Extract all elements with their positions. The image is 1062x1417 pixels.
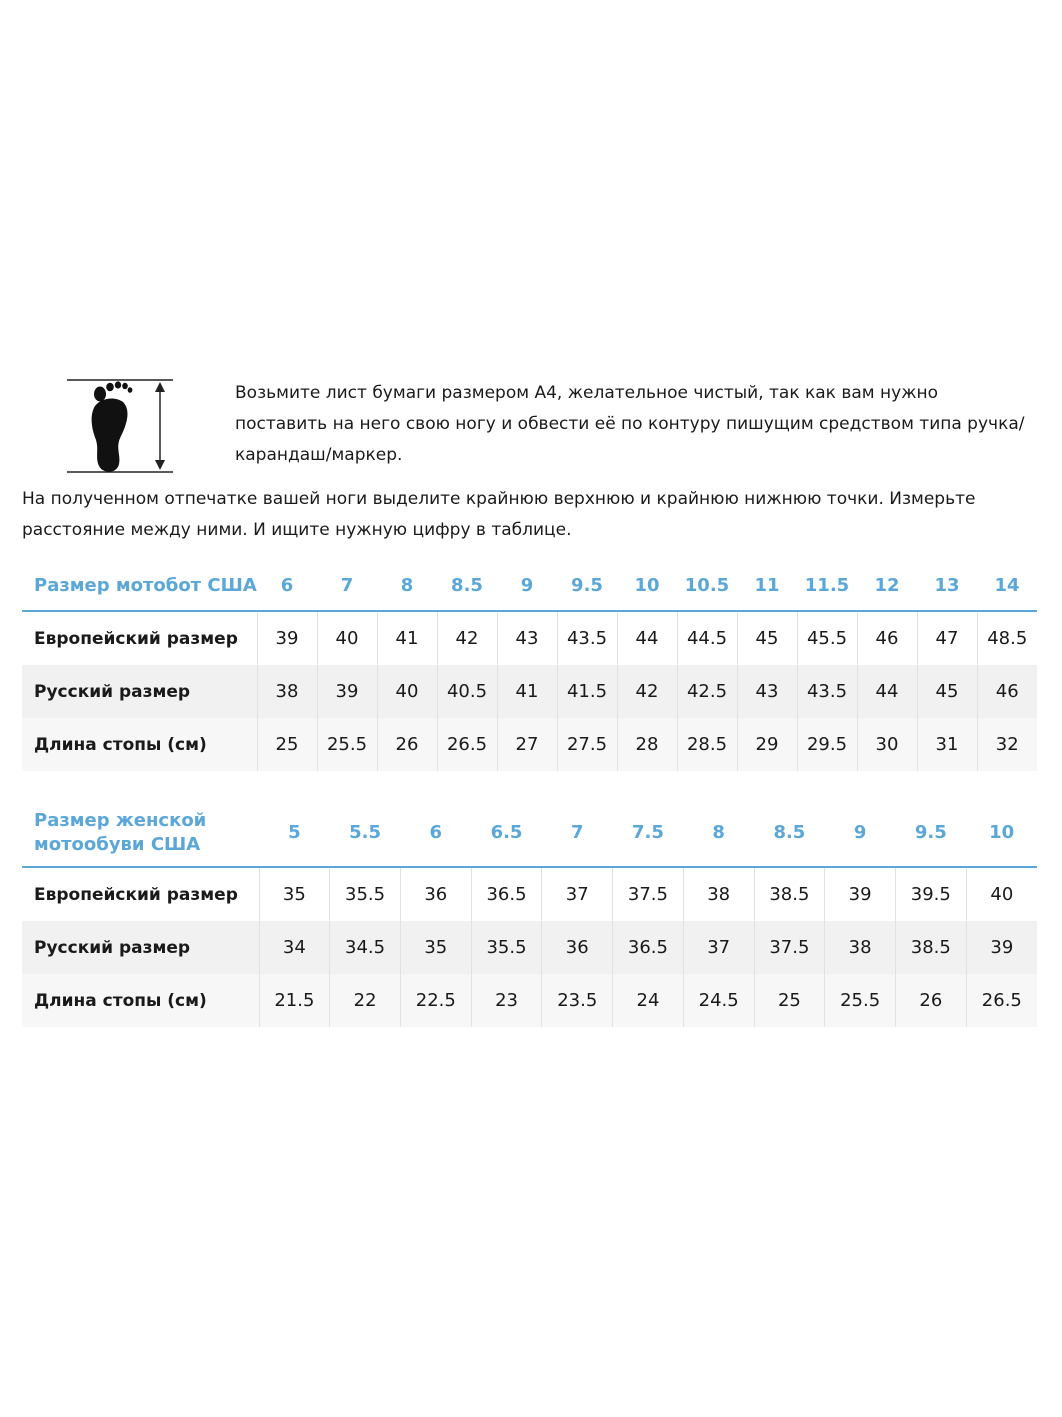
table-row — [22, 867, 1037, 921]
table-cell: 38.5 — [895, 921, 966, 974]
table-cell: 34 — [259, 921, 330, 974]
table-cell: 37.5 — [613, 867, 684, 921]
table-header-label: Размер женской мотообуви США — [22, 800, 259, 867]
table-cell: 40 — [966, 867, 1037, 921]
us-size-cell: 5 — [259, 800, 330, 867]
us-size-cell: 8 — [377, 560, 437, 611]
table-cell: 38 — [257, 665, 317, 718]
us-size-cell: 7 — [317, 560, 377, 611]
table-cell: 36 — [542, 921, 613, 974]
table-cell: 38 — [825, 921, 896, 974]
us-size-cell: 11.5 — [797, 560, 857, 611]
table-cell: 35.5 — [471, 921, 542, 974]
table-cell: 37.5 — [754, 921, 825, 974]
table-header-row — [22, 800, 1037, 867]
instructions-top — [22, 370, 1042, 480]
table-cell: 43 — [497, 611, 557, 665]
table-cell: 39 — [966, 921, 1037, 974]
table-cell: 26 — [895, 974, 966, 1027]
table-cell: 35 — [259, 867, 330, 921]
row-label: Длина стопы (см) — [22, 974, 259, 1027]
table-cell: 46 — [857, 611, 917, 665]
table-cell: 44 — [857, 665, 917, 718]
table-cell: 29 — [737, 718, 797, 771]
table-cell: 42 — [437, 611, 497, 665]
table-cell: 31 — [917, 718, 977, 771]
instructions — [22, 370, 1042, 546]
table-cell: 39 — [317, 665, 377, 718]
table-cell: 22.5 — [400, 974, 471, 1027]
table-cell: 27 — [497, 718, 557, 771]
table-cell: 42.5 — [677, 665, 737, 718]
table-row — [22, 921, 1037, 974]
table-cell: 46 — [977, 665, 1037, 718]
table-cell: 45 — [737, 611, 797, 665]
table-cell: 43.5 — [557, 611, 617, 665]
row-label: Европейский размер — [22, 611, 257, 665]
us-size-cell: 8.5 — [437, 560, 497, 611]
us-size-cell: 8.5 — [754, 800, 825, 867]
us-size-cell: 8 — [683, 800, 754, 867]
table-cell: 23.5 — [542, 974, 613, 1027]
table-cell: 47 — [917, 611, 977, 665]
table-cell: 48.5 — [977, 611, 1037, 665]
row-label: Европейский размер — [22, 867, 259, 921]
table-cell: 36.5 — [613, 921, 684, 974]
table-cell: 41 — [377, 611, 437, 665]
instruction-paragraph-2: На полученном отпечатке вашей ноги выделите крайнюю верхнюю и крайнюю нижнюю точки. Измерьте расстояние между ними. И ищите нужную цифру в таблице. — [22, 489, 976, 540]
table-cell: 37 — [542, 867, 613, 921]
table-cell: 35.5 — [330, 867, 401, 921]
table-cell: 25 — [754, 974, 825, 1027]
table-row — [22, 974, 1037, 1027]
table-cell: 45 — [917, 665, 977, 718]
table-row — [22, 611, 1037, 665]
us-size-cell: 6.5 — [471, 800, 542, 867]
table-cell: 38.5 — [754, 867, 825, 921]
table-cell: 26.5 — [966, 974, 1037, 1027]
table-cell: 34.5 — [330, 921, 401, 974]
us-size-cell: 6 — [257, 560, 317, 611]
us-size-cell: 7.5 — [613, 800, 684, 867]
table-cell: 35 — [400, 921, 471, 974]
table-cell: 40.5 — [437, 665, 497, 718]
table-cell: 29.5 — [797, 718, 857, 771]
table-cell: 44.5 — [677, 611, 737, 665]
table-cell: 41.5 — [557, 665, 617, 718]
us-size-cell: 11 — [737, 560, 797, 611]
womens-size-table — [22, 800, 1037, 1027]
table-cell: 28.5 — [677, 718, 737, 771]
table-cell: 40 — [377, 665, 437, 718]
table-header-label: Размер мотобот США — [22, 560, 257, 611]
table-cell: 39 — [257, 611, 317, 665]
table-cell: 25.5 — [825, 974, 896, 1027]
us-size-cell: 9.5 — [895, 800, 966, 867]
table-cell: 36.5 — [471, 867, 542, 921]
instruction-paragraph-1: Возьмите лист бумаги размером А4, желательное чистый, так как вам нужно поставить на него свою ногу и обвести её по контуру пишущим средством типа ручка/карандаш/маркер. — [235, 383, 1025, 465]
table-cell: 30 — [857, 718, 917, 771]
table-cell: 39.5 — [895, 867, 966, 921]
us-size-cell: 14 — [977, 560, 1037, 611]
table-cell: 27.5 — [557, 718, 617, 771]
table-cell: 38 — [683, 867, 754, 921]
table-row — [22, 665, 1037, 718]
table-cell: 21.5 — [259, 974, 330, 1027]
row-label: Русский размер — [22, 921, 259, 974]
us-size-cell: 5.5 — [330, 800, 401, 867]
table-cell: 26 — [377, 718, 437, 771]
us-size-cell: 10 — [617, 560, 677, 611]
table-cell: 26.5 — [437, 718, 497, 771]
us-size-cell: 12 — [857, 560, 917, 611]
table-cell: 24 — [613, 974, 684, 1027]
table-cell: 43 — [737, 665, 797, 718]
table-cell: 23 — [471, 974, 542, 1027]
table-cell: 40 — [317, 611, 377, 665]
table-row — [22, 718, 1037, 771]
row-label: Длина стопы (см) — [22, 718, 257, 771]
table-cell: 44 — [617, 611, 677, 665]
us-size-cell: 9 — [497, 560, 557, 611]
row-label: Русский размер — [22, 665, 257, 718]
mens-size-table — [22, 560, 1037, 771]
table-cell: 24.5 — [683, 974, 754, 1027]
table-cell: 45.5 — [797, 611, 857, 665]
table-cell: 32 — [977, 718, 1037, 771]
table-cell: 43.5 — [797, 665, 857, 718]
table-cell: 39 — [825, 867, 896, 921]
table-cell: 28 — [617, 718, 677, 771]
us-size-cell: 9 — [825, 800, 896, 867]
us-size-cell: 10.5 — [677, 560, 737, 611]
table-cell: 41 — [497, 665, 557, 718]
us-size-cell: 9.5 — [557, 560, 617, 611]
table-cell: 25 — [257, 718, 317, 771]
table-cell: 42 — [617, 665, 677, 718]
us-size-cell: 13 — [917, 560, 977, 611]
us-size-cell: 6 — [400, 800, 471, 867]
table-cell: 37 — [683, 921, 754, 974]
table-cell: 22 — [330, 974, 401, 1027]
table-header-row — [22, 560, 1037, 611]
us-size-cell: 7 — [542, 800, 613, 867]
table-cell: 25.5 — [317, 718, 377, 771]
us-size-cell: 10 — [966, 800, 1037, 867]
table-cell: 36 — [400, 867, 471, 921]
footprint-with-measure-icon — [65, 370, 185, 480]
